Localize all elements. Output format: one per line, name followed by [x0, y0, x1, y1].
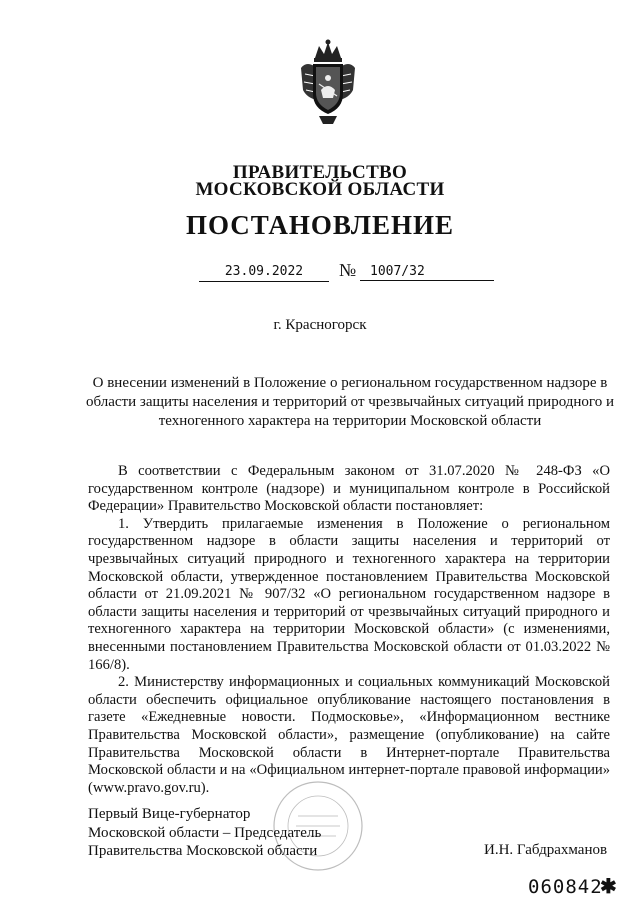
registration-number: 060842: [528, 876, 603, 898]
signatory-position-line1: Первый Вице-губернатор: [88, 806, 251, 822]
document-date-field: 23.09.2022: [199, 263, 329, 282]
document-type-title: ПОСТАНОВЛЕНИЕ: [185, 210, 455, 240]
item-1-paragraph: 1. Утвердить прилагаемые изменения в Положение о региональном государственном надзоре в области защиты населения и территорий от чрезвычайных ситуаций природного и техногенного характера на территории Московской области, утвержденное постановлением Правительства Московской области от 21.09.2021 № 907/32 «О региональном государственном надзоре в области защиты населения и территорий от чрезвычайных ситуаций природного и техногенного характера на территории Московской области» (с изменениями, внесенными постановлением Правительства Московской области от 01.03.2022 № 166/8).: [88, 515, 610, 673]
issue-city: г. Красногорск: [273, 317, 367, 333]
signatory-position-line2: Московской области – Председатель: [88, 824, 322, 841]
coat-of-arms-emblem: [297, 38, 359, 130]
signatory-position: [88, 805, 321, 861]
number-sign: №: [339, 260, 357, 280]
item-2-paragraph: 2. Министерству информационных и социальных коммуникаций Московской области обеспечить официальное опубликование настоящего постановления в газете «Ежедневные новости. Подмосковье», «Информационном вестнике Правительства Московской области», размещение (опубликование) на сайте Правительства Московской области в Интернет-портале Правительства Московской области и на «Официальном интернет-портале правовой информации» (www.pravo.gov.ru).: [88, 674, 610, 796]
document-subject: О внесении изменений в Положение о региональном государственном надзоре в области защиты населения и территорий от чрезвычайных ситуаций природного и техногенного характера на территории Московской области: [86, 375, 614, 429]
signatory-position-line3: Правительства Московской области: [88, 843, 318, 859]
organization-name-line1: ПРАВИТЕЛЬСТВО: [232, 162, 408, 183]
document-body: [88, 463, 610, 797]
star-mark: ✱: [600, 876, 617, 898]
document-number-field: 1007/32: [360, 263, 494, 281]
organization-name-line2: МОСКОВСКОЙ ОБЛАСТИ: [195, 179, 445, 200]
preamble-paragraph: В соответствии с Федеральным законом от 31.07.2020 № 248-ФЗ «О государственном контроле (надзоре) и муниципальном контроле в Российской Федерации» Правительство Московской области постановляет:: [88, 463, 610, 515]
signatory-name: И.Н. Габдрахманов: [484, 842, 608, 858]
